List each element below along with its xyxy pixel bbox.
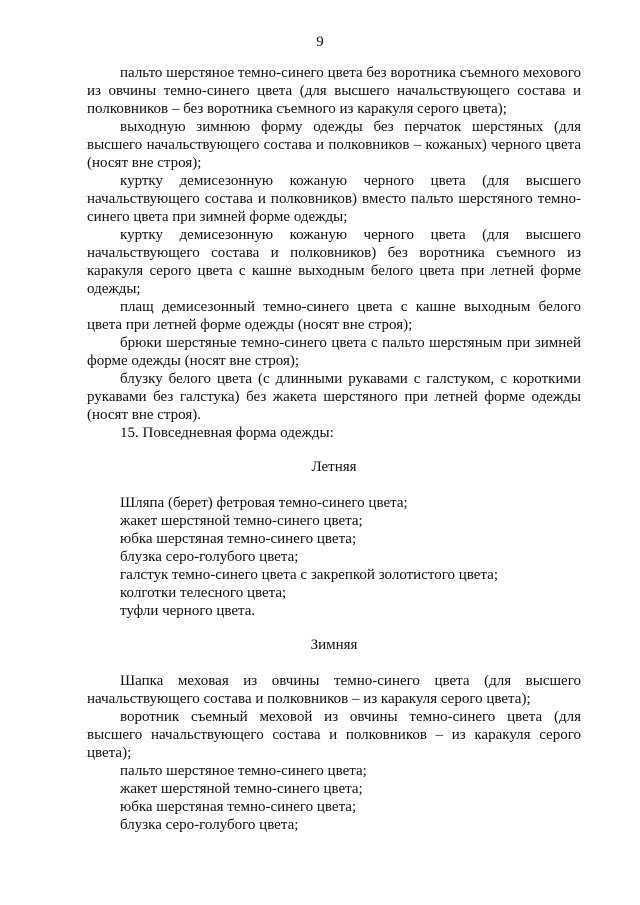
summer-item: Шляпа (берет) фетровая темно-синего цвета; — [120, 495, 408, 511]
spacer — [87, 442, 581, 458]
paragraph: плащ демисезонный темно-синего цвета с кашне выходным белого цвета при летней форме одежды (носят вне строя); — [87, 299, 581, 333]
spacer — [87, 620, 581, 636]
summer-item: туфли черного цвета. — [120, 603, 256, 619]
paragraph: пальто шерстяное темно-синего цвета без воротника съемного мехового из овчины темно-синего цвета (для высшего начальствующего состава и полковников – без воротника съемного из каракуля серого цвета); — [87, 65, 581, 117]
paragraph: куртку демисезонную кожаную черного цвета (для высшего начальствующего состава и полковников) вместо пальто шерстяного темно-синего цвета при зимней форме одежды; — [87, 173, 581, 225]
paragraph: куртку демисезонную кожаную черного цвета (для высшего начальствующего состава и полковников) без воротника съемного из каракуля серого цвета с кашне выходным белого цвета при летней форме одежды; — [87, 227, 581, 297]
winter-heading: Зимняя — [310, 637, 358, 653]
winter-paragraph: воротник съемный меховой из овчины темно-синего цвета (для высшего начальствующего состава и полковников – из каракуля серого цвета); — [87, 709, 581, 761]
spacer — [87, 476, 581, 494]
paragraph: брюки шерстяные темно-синего цвета с пальто шерстяным при зимней форме одежды (носят вне строя); — [87, 335, 581, 369]
winter-item: блузка серо-голубого цвета; — [120, 817, 299, 833]
paragraph: выходную зимнюю форму одежды без перчаток шерстяных (для высшего начальствующего состава и полковников – кожаных) черного цвета (носят вне строя); — [87, 119, 581, 171]
document-body — [87, 64, 581, 834]
section-clause: 15. Повседневная форма одежды: — [120, 425, 334, 441]
winter-paragraph: Шапка меховая из овчины темно-синего цвета (для высшего начальствующего состава и полковников – из каракуля серого цвета); — [87, 673, 581, 707]
summer-heading: Летняя — [311, 459, 357, 475]
winter-item: жакет шерстяной темно-синего цвета; — [120, 781, 363, 797]
summer-item: жакет шерстяной темно-синего цвета; — [120, 513, 363, 529]
winter-item: юбка шерстяная темно-синего цвета; — [120, 799, 357, 815]
summer-item: юбка шерстяная темно-синего цвета; — [120, 531, 357, 547]
winter-item: пальто шерстяное темно-синего цвета; — [120, 763, 367, 779]
paragraph: блузку белого цвета (с длинными рукавами с галстуком, с короткими рукавами без галстука) без жакета шерстяного при летней форме одежды (носят вне строя). — [87, 371, 581, 423]
spacer — [87, 654, 581, 672]
summer-item: галстук темно-синего цвета с закрепкой золотистого цвета; — [120, 567, 498, 583]
page-number: 9 — [316, 34, 324, 50]
summer-item: колготки телесного цвета; — [120, 585, 287, 601]
summer-item: блузка серо-голубого цвета; — [120, 549, 299, 565]
